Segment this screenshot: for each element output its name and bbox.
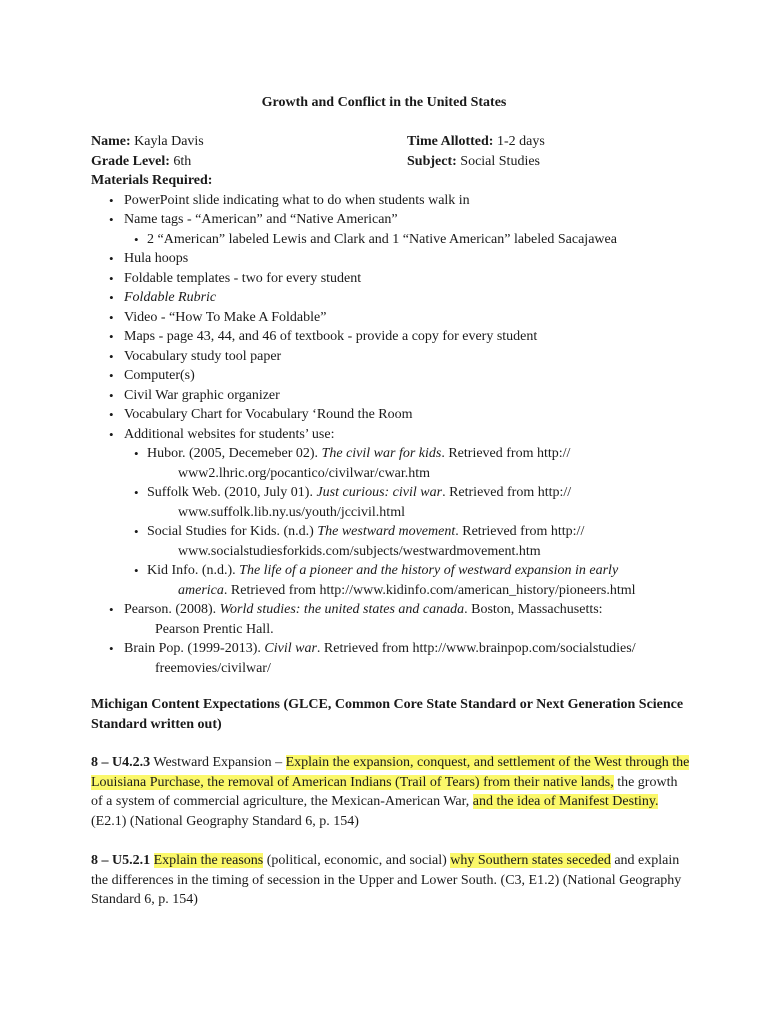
website-citation: • Kid Info. (n.d.). The life of a pioneer and the history of westward expansion in early america. Retrieved from http://www.kidinfo.com/american_history/pioneers.html [91, 561, 691, 600]
reference-citation: • Brain Pop. (1999-2013). Civil war. Retrieved from http://www.brainpop.com/socialstudies/ freemovies/civilwar/ [91, 639, 691, 678]
list-item: • Civil War graphic organizer [91, 386, 691, 406]
list-item: • Foldable Rubric [91, 288, 691, 308]
list-item: • PowerPoint slide indicating what to do when students walk in [91, 191, 691, 211]
subject-field: Subject: Social Studies [407, 153, 541, 169]
grade-level-field: Grade Level: 6th [91, 153, 192, 169]
materials-heading: Materials Required: [91, 173, 213, 188]
standard-u521: 8 – U5.2.1 Explain the reasons (political, economic, and social) why Southern states seceded and explain the differences in the timing of secession in the Upper and Lower South. (C3, E1.2) (National Geography Standard 6, p. 154) [91, 853, 682, 907]
highlighted-text: Explain the reasons [153, 853, 264, 868]
list-item: • Computer(s) [91, 366, 691, 386]
website-citation: • Social Studies for Kids. (n.d.) The westward movement. Retrieved from http:// www.socialstudiesforkids.com/subjects/westwardmovement.htm [91, 522, 691, 561]
michigan-heading: Michigan Content Expectations (GLCE, Common Core State Standard or Next Generation Science Standard written out) [91, 697, 684, 732]
list-item: • Foldable templates - two for every student [91, 269, 691, 289]
website-citation: • Suffolk Web. (2010, July 01). Just curious: civil war. Retrieved from http:// www.suffolk.lib.ny.us/youth/jccivil.html [91, 483, 691, 522]
list-item: • Video - “How To Make A Foldable” [91, 308, 691, 328]
list-item: • Maps - page 43, 44, and 46 of textbook - provide a copy for every student [91, 327, 691, 347]
standard-code: 8 – U5.2.1 [91, 853, 151, 868]
page-title: Growth and Conflict in the United States [261, 95, 507, 110]
highlighted-text: and the idea of Manifest Destiny. [472, 794, 659, 809]
list-item: • Vocabulary Chart for Vocabulary ‘Round the Room [91, 405, 691, 425]
standard-code: 8 – U4.2.3 [91, 755, 151, 770]
list-item: • Additional websites for students’ use: • Hubor. (2005, Decemeber 02). The civil war for kids. Retrieved from http:// www2.lhric.org/pocantico/civilwar/cwar.htm • Suffolk Web. (2010, July 01). Just curious: civil war. Retrieved from http:// www.suffolk.lib.ny.us/youth/jccivil.html • Social Studies for Kids. (n.d.) The westward movement. Retrieved from http:// www.socialstudiesforkids.com/subjects/westwardmovement.htm • Kid Info. (n.d.). The life of a pioneer and the history of westward expansion in early america. Retrieved from http://www.kidinfo.com/american_history/pioneers.html [91, 425, 691, 601]
lesson-meta [91, 132, 691, 678]
highlighted-text: why Southern states seceded [450, 853, 611, 868]
list-item: • Name tags - “American” and “Native American” • 2 “American” labeled Lewis and Clark and 1 “Native American” labeled Sacajawea [91, 210, 691, 249]
name-field: Name: Kayla Davis [91, 134, 204, 149]
reference-citation: • Pearson. (2008). World studies: the united states and canada. Boston, Massachusetts: Pearson Prentic Hall. [91, 600, 691, 639]
list-item: • Hula hoops [91, 249, 691, 269]
time-allotted-field: Time Allotted: 1-2 days [407, 134, 545, 149]
list-item: • Vocabulary study tool paper [91, 347, 691, 367]
standard-u423: 8 – U4.2.3 Westward Expansion – Explain the expansion, conquest, and settlement of the West through the Louisiana Purchase, the removal of American Indians (Trail of Tears) from their native lands, the growth of a system of commercial agriculture, the Mexican-American War, and the idea of Manifest Destiny. (E2.1) (National Geography Standard 6, p. 154) [91, 755, 690, 829]
list-item: • 2 “American” labeled Lewis and Clark and 1 “Native American” labeled Sacajawea [91, 230, 691, 250]
materials-list [91, 191, 691, 679]
website-citation: • Hubor. (2005, Decemeber 02). The civil war for kids. Retrieved from http:// www2.lhric.org/pocantico/civilwar/cwar.htm [91, 444, 691, 483]
highlighted-text: Explain the expansion, conquest, and settlement of the West through the Louisiana Purchase, the removal of American Indians (Trail of Tears) from their native lands, [91, 755, 690, 790]
websites-list [91, 444, 691, 600]
